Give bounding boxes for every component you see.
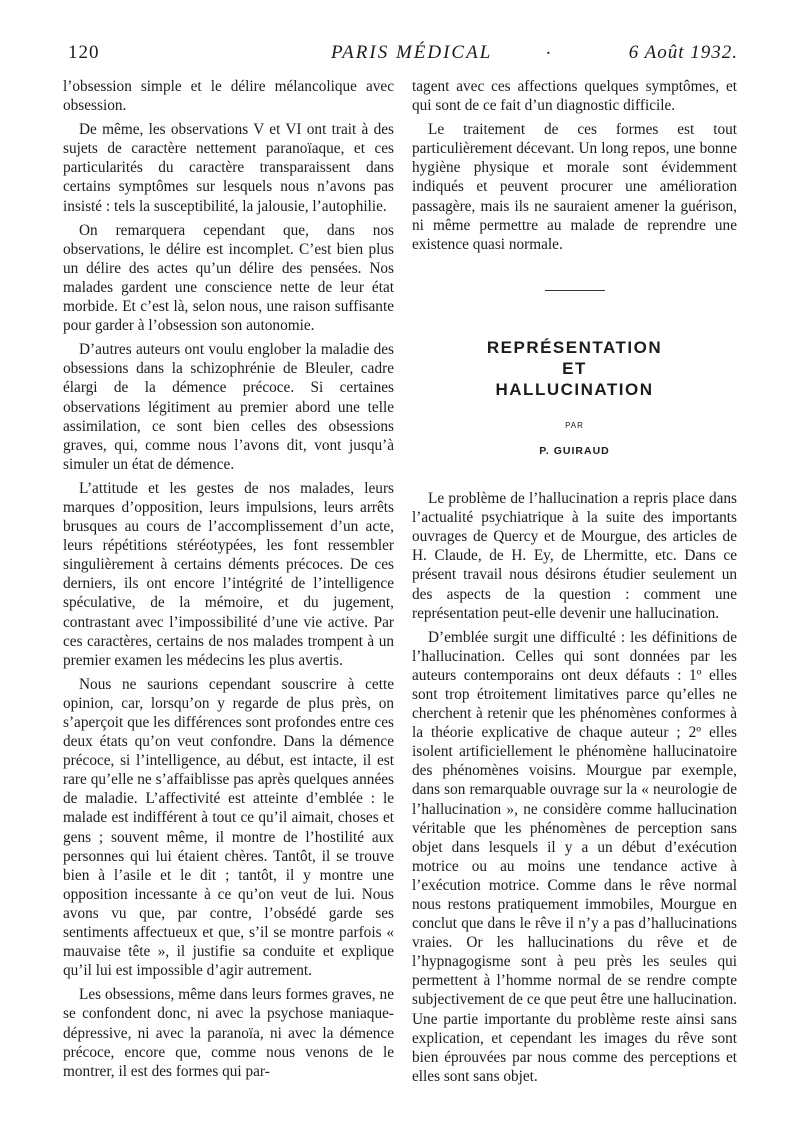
article-title-line: ET xyxy=(562,358,587,378)
left-column xyxy=(63,77,394,1086)
byline-par: PAR xyxy=(565,420,584,430)
paragraph: L’attitude et les gestes de nos malades, leurs marques d’opposition, leurs impulsions, leurs arrêts brusques au cours de l’accomplissement d’un acte, leurs répétitions stéréotypées, les font ressembler singulièrement à certains déments précoces. De ces derniers, ils ont encore l’intégrité de l’intelligence spéculative, de la mémoire, et du jugement, contrastant avec l’impossibilité d’une vie active. Par ces caractères, certains de nos malades trompent à un premier examen les médecins les plus avertis. xyxy=(63,479,394,669)
article-title-line: HALLUCINATION xyxy=(495,379,654,399)
paragraph: tagent avec ces affections quelques symptômes, et qui sont de ce fait d’un diagnostic difficile. xyxy=(412,78,737,115)
paragraph: D’autres auteurs ont voulu englober la maladie des obsessions dans la schizophrénie de Bleuler, cadre élargi de la démence précoce. Si certaines observations légitiment au premier abord une telle assimilation, ce sont bien celles des obsessions graves, qui, comme nous l’avons dit, vont jusqu’à simuler un état de démence. xyxy=(63,341,394,473)
running-header xyxy=(68,38,738,66)
paragraph: Le traitement de ces formes est tout particulièrement décevant. Un long repos, une bonne hygiène physique et morale sont évidemment indiqués et peuvent procurer une amélioration passagère, mais ils ne sauraient amener la guérison, ni même permettre au malade de reprendre une existence quasi normale. xyxy=(412,121,737,253)
article-title xyxy=(412,337,737,400)
paragraph: Nous ne saurions cependant souscrire à cette opinion, car, lorsqu’on y regarde de plus près, on s’aperçoit que les différences sont profondes entre ces deux états qu’on veut confondre. Dans la démence précoce, si l’intelligence, au début, est intacte, il est rare qu’elle ne s’affaiblisse pas après quelques années de maladie. L’affectivité est atteinte d’emblée : le malade est indifférent à tout ce qu’il aimait, choses et gens ; souvent même, il montre de l’hostilité aux personnes qui lui étaient chères. Tantôt, il se trouve bien à l’asile et le dit ; tantôt, il y montre une opposition incessante à ce qu’on veut de lui. Nous avons vu que, par contre, l’obsédé garde ses sentiments affectueux et que, s’il se montre parfois « mauvaise tête », il justifie sa conduite et explique qu’il lui est impossible d’agir autrement. xyxy=(63,675,394,980)
article-title-line: REPRÉSENTATION xyxy=(486,337,663,357)
issue-date: 6 Août 1932. xyxy=(628,42,738,63)
section-divider xyxy=(545,290,605,291)
paragraph: De même, les observations V et VI ont trait à des sujets de caractère nettement paranoïaque, et ces particularités du caractère transparaissent dans certains symptômes sur lesquels nous n’avons pas insisté : tels la susceptibilité, la jalousie, l’autophilie. xyxy=(63,121,394,215)
header-separator: . xyxy=(546,38,551,59)
right-column xyxy=(412,77,737,1091)
paragraph: l’obsession simple et le délire mélancolique avec obsession. xyxy=(63,78,394,115)
journal-title: PARIS MÉDICAL xyxy=(331,42,493,63)
page-number: 120 xyxy=(68,42,100,63)
paragraph: Le problème de l’hallucination a repris place dans l’actualité psychiatrique à la suite des importants ouvrages de Quercy et de Mourgue, des articles de H. Claude, de H. Ey, de Lhermitte, etc. Dans ce présent travail nous désirons étudier seulement un des aspects de la question : comment une représentation peut-elle devenir une hallucination. xyxy=(412,490,737,622)
paragraph: Les obsessions, même dans leurs formes graves, ne se confondent donc, ni avec la psychose maniaque-dépressive, ni avec la paranoïa, ni avec la démence précoce, encore que, comme nous venons de le montrer, il est des formes qui par- xyxy=(63,986,394,1080)
article-author: P. GUIRAUD xyxy=(539,444,610,457)
paragraph: D’emblée surgit une difficulté : les définitions de l’hallucination. Celles qui sont données par les auteurs contemporains ont deux défauts : 1º elles sont trop étroitement limitatives parce qu’elles ne cherchent à retenir que les phénomènes conformes à la théorie explicative de chaque auteur ; 2º elles isolent artificiellement le phénomène hallucinatoire des phénomènes voisins. Mourgue par exemple, dans son remarquable ouvrage sur la « neurologie de l’hallucination », ne considère comme hallucination véritable que les phénomènes de perception sans objet dans lesquels il y a un début d’exécution motrice ou au moins une tendance active à l’exécution motrice. Comme dans le rêve normal nous restons pratiquement immobiles, Mourgue en conclut que dans le rêve il n’y a pas d’hallucinations vraies. Or les hallucinations du rêve et de l’hypnagogisme sont à peu près les seules qui permettent à l’homme normal de se rendre compte subjectivement de ce que peut être une hallucination. Une partie importante du problème reste ainsi sans explication, et cependant les images du rêve sont bien éprouvées par nous comme des perceptions et elles sont sans objet. xyxy=(412,628,737,1085)
paragraph: On remarquera cependant que, dans nos observations, le délire est incomplet. C’est bien plus un délire des actes qu’un délire des pensées. Nos malades gardent une conscience nette de leur état morbide. Et c’est là, selon nous, une raison suffisante pour garder à l’obsession son autonomie. xyxy=(63,221,394,335)
